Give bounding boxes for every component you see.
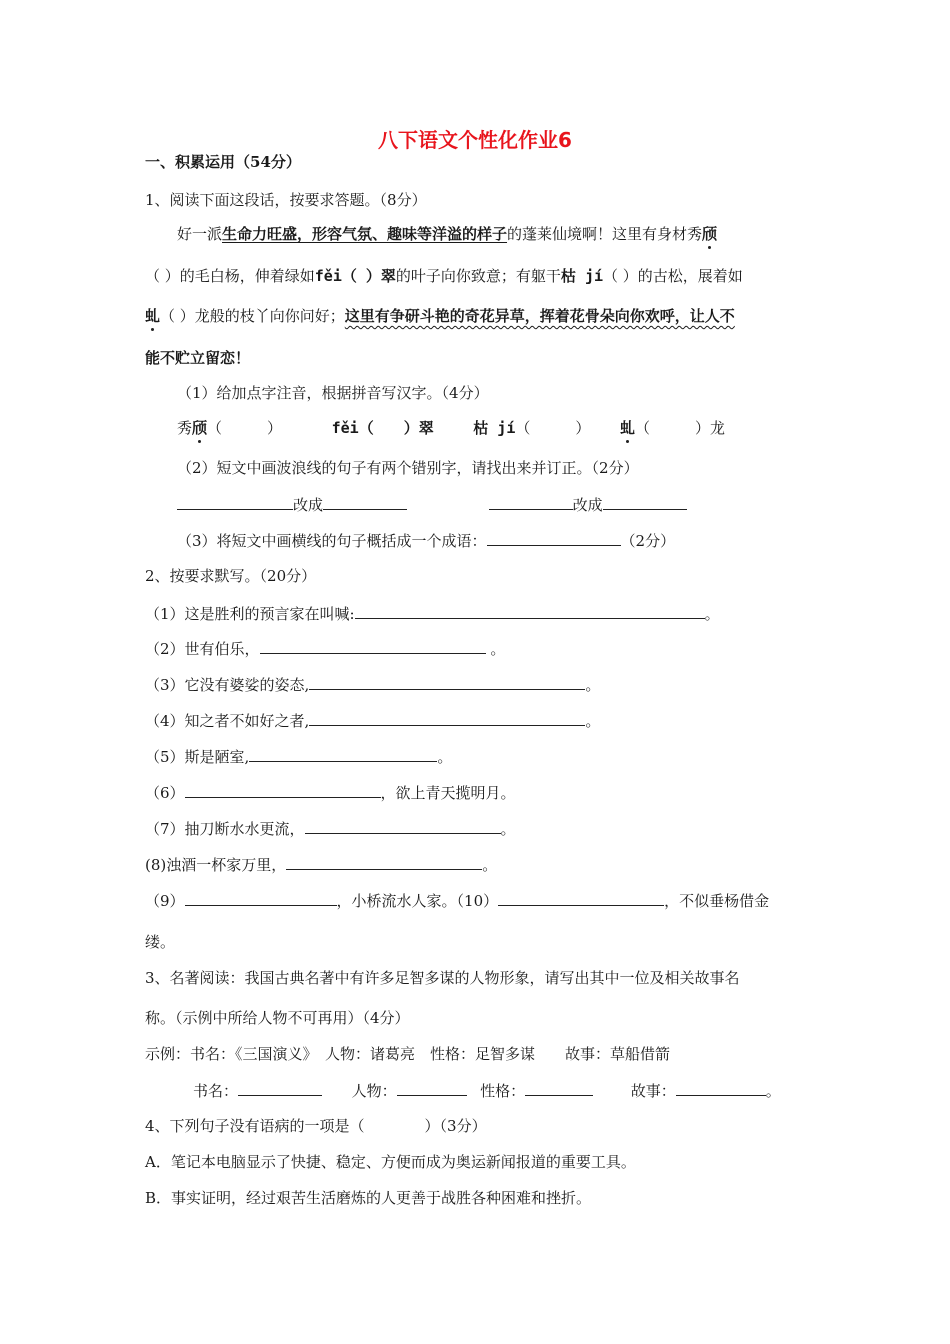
answer-blank[interactable] [177, 494, 293, 510]
q2-line2: （2）世有伯乐， 。 [145, 640, 506, 658]
q3-example: 示例：书名：《三国演义》 人物：诸葛亮 性格：足智多谋 故事：草船借箭 [145, 1045, 671, 1063]
q1-passage-line2 [145, 266, 743, 286]
q1-passage-line1 [177, 224, 717, 244]
q2-line9-cont: 缕。 [145, 933, 176, 951]
answer-item: fěi（ ）翠 [331, 419, 434, 437]
q1-sub2: （2）短文中画波浪线的句子有两个错别字，请找出来并订正。（2分） [177, 459, 639, 477]
q1-passage-line4: 能不贮立留恋！ [145, 349, 251, 367]
underlined-sentence: 生命力旺盛，形容气氛、趣味等洋溢的样子 [222, 225, 508, 243]
q3-stem-2: 称。（示例中所给人物不可再用）（4分） [145, 1009, 410, 1027]
person-blank[interactable] [397, 1080, 467, 1096]
answer-blank[interactable] [603, 494, 687, 510]
answer-blank[interactable] [185, 782, 381, 798]
q1-sub3: （3）将短文中画横线的句子概括成一个成语： （2分） [177, 532, 676, 550]
q1-sub1: （1）给加点字注音，根据拼音写汉字。（4分） [177, 384, 489, 402]
q2-line9: （9） ，小桥流水人家。（10） ，不似垂杨借金 [145, 892, 770, 910]
pinyin-word: fěi（ ）翠 [314, 267, 396, 285]
answer-blank[interactable] [309, 674, 585, 690]
q2-line3: （3）它没有婆娑的姿态, 。 [145, 676, 601, 694]
q2-line5: （5）斯是陋室, 。 [145, 748, 453, 766]
q4-stem: 4、下列句子没有语病的一项是（ ）（3分） [145, 1117, 487, 1135]
q2-line8: (8)浊酒一杯家万里， 。 [145, 856, 498, 874]
answer-blank[interactable] [487, 530, 621, 546]
dotted-char: 虬 [145, 307, 161, 325]
q4-option-b: B．事实证明，经过艰苦生活磨炼的人更善于战胜各种困难和挫折。 [145, 1189, 592, 1207]
answer-blank[interactable] [260, 638, 486, 654]
answer-blank[interactable] [355, 603, 705, 619]
q3-stem-1: 3、名著阅读：我国古典名著中有许多足智多谋的人物形象，请写出其中一位及相关故事名 [145, 969, 740, 987]
trait-blank[interactable] [525, 1080, 593, 1096]
q1-stem: 1、阅读下面这段话，按要求答题。（8分） [145, 191, 427, 209]
dotted-char: 颀 [702, 225, 718, 243]
passage-text: （ ）的毛白杨，伸着绿如 [145, 267, 315, 285]
q1-passage-line3 [145, 306, 735, 326]
passage-text: 的蓬莱仙境啊！这里有身材秀 [507, 225, 703, 243]
passage-text: （ ）的古松，展着如 [603, 267, 743, 285]
q4-option-a: A．笔记本电脑显示了快捷、稳定、方便而成为奥运新闻报道的重要工具。 [145, 1153, 636, 1171]
answer-blank[interactable] [489, 494, 573, 510]
wavy-sentence: 这里有争研斗艳的奇花异草，挥着花骨朵向你欢呼，让人不 [344, 307, 735, 325]
passage-text: 好一派 [177, 225, 223, 243]
q2-stem: 2、按要求默写。（20分） [145, 567, 317, 585]
answer-blank[interactable] [323, 494, 407, 510]
q2-line4: （4）知之者不如好之者, 。 [145, 712, 601, 730]
book-blank[interactable] [238, 1080, 322, 1096]
section-heading: 一、积累运用（54分） [145, 153, 301, 171]
q1-sub1-answers [177, 418, 767, 438]
q3-fill-row: 书名： 人物： 性格： 故事： 。 [193, 1082, 781, 1100]
answer-item: 秀颀（ ） [177, 419, 283, 437]
q2-line1: （1）这是胜利的预言家在叫喊: 。 [145, 605, 720, 623]
q1-sub2-fill: 改成 改成 [177, 494, 687, 515]
passage-text: 的叶子向你致意；有躯干 [395, 267, 561, 285]
answer-blank[interactable] [498, 890, 664, 906]
answer-blank[interactable] [185, 890, 337, 906]
answer-blank[interactable] [286, 854, 482, 870]
answer-item: 枯 jí（ ） [473, 419, 591, 437]
answer-blank[interactable] [305, 818, 501, 834]
answer-blank[interactable] [249, 746, 437, 762]
pinyin-word: 枯 jí [560, 267, 604, 285]
q2-line6: （6） ，欲上青天揽明月。 [145, 784, 516, 802]
q2-line7: （7）抽刀断水水更流， 。 [145, 820, 516, 838]
page-title: 八下语文个性化作业6 [378, 128, 572, 152]
passage-text: （ ）龙般的枝丫向你问好； [160, 307, 345, 325]
story-blank[interactable] [676, 1080, 766, 1096]
answer-blank[interactable] [309, 710, 585, 726]
answer-item: 虬（ ）龙 [619, 419, 725, 437]
